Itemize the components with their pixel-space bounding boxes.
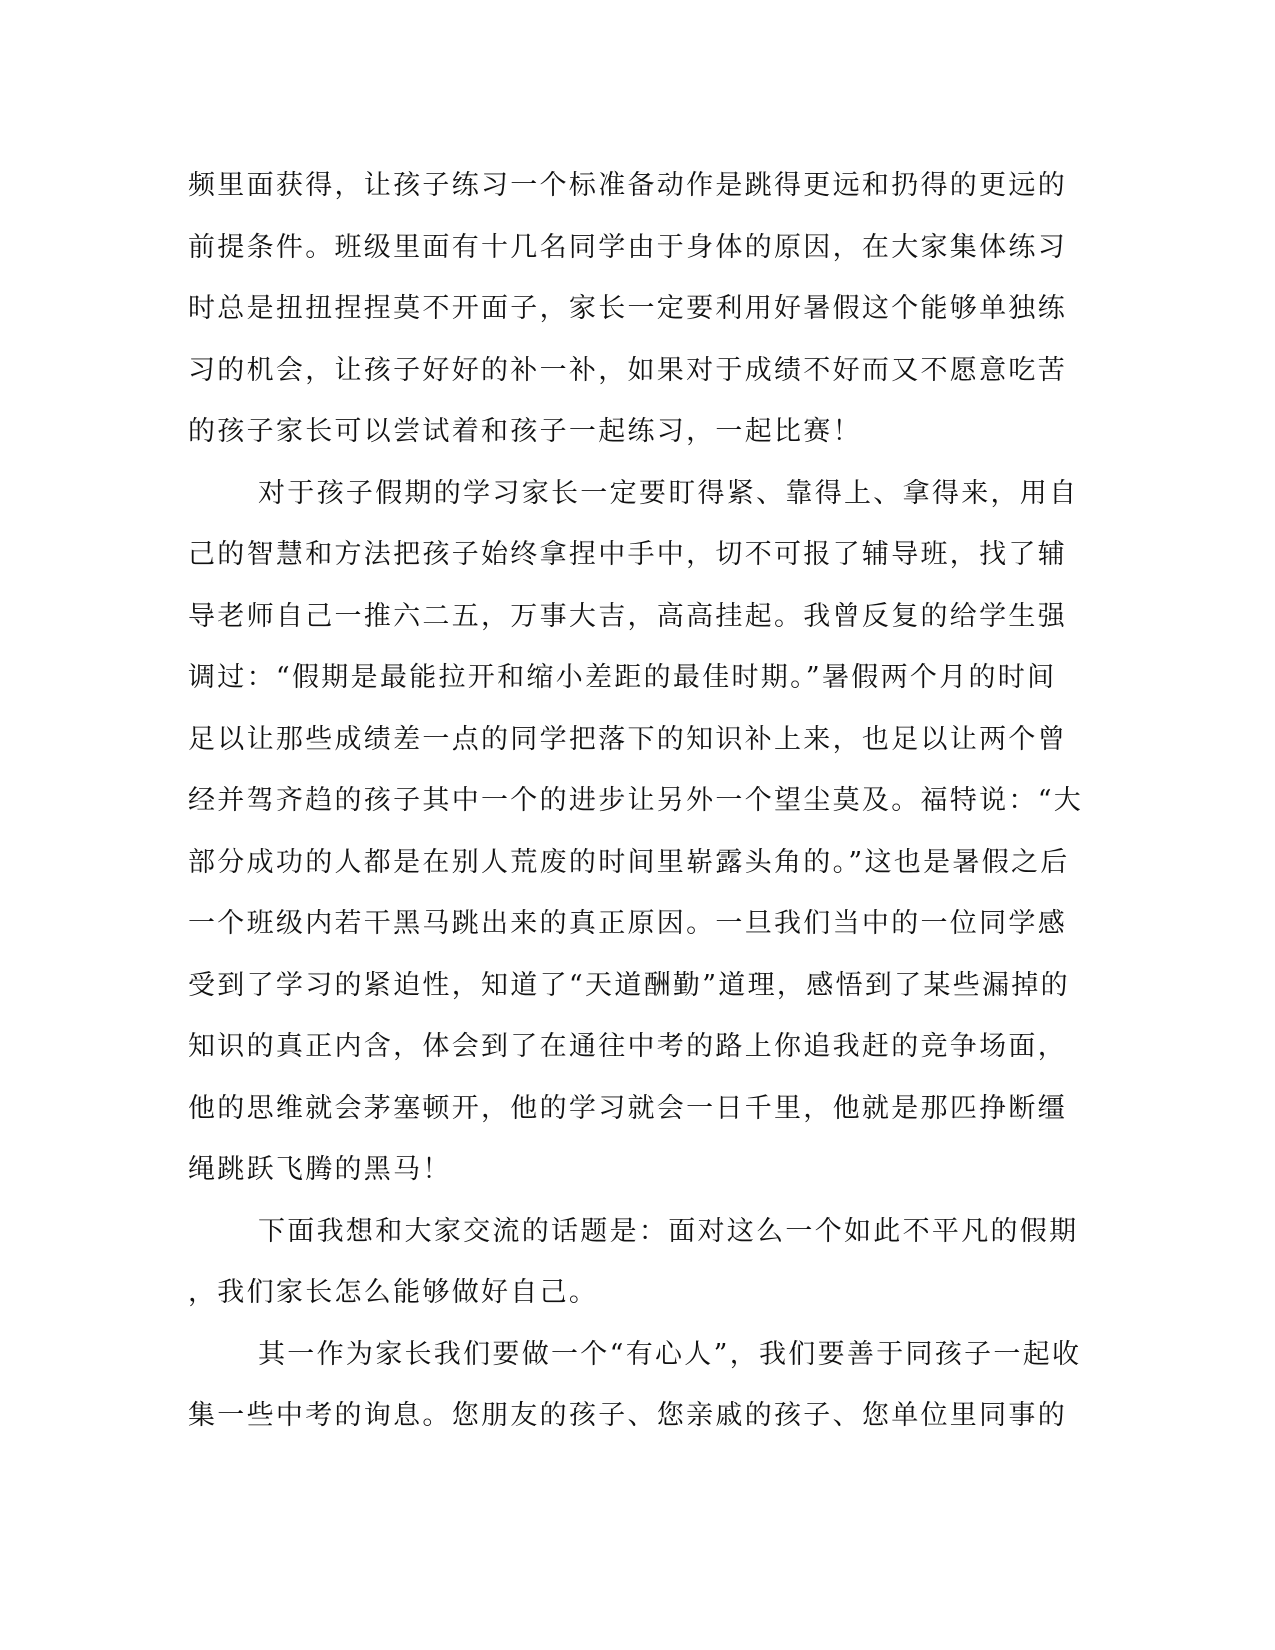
text-line: 下面我想和大家交流的话题是：面对这么一个如此不平凡的假期 xyxy=(258,1215,1079,1247)
text-line: 调过：“假期是最能拉开和缩小差距的最佳时期。”暑假两个月的时间 xyxy=(188,662,1057,693)
text-line: 的孩子家长可以尝试着和孩子一起练习，一起比赛！ xyxy=(188,416,862,447)
text-line: 其一作为家长我们要做一个“有心人”，我们要善于同孩子一起收 xyxy=(258,1338,1082,1370)
text-line: 绳跳跃飞腾的黑马！ xyxy=(188,1154,452,1185)
text-line: 频里面获得，让孩子练习一个标准备动作是跳得更远和扔得的更远的 xyxy=(188,170,1067,201)
text-line: 一个班级内若干黑马跳出来的真正原因。一旦我们当中的一位同学感 xyxy=(188,908,1067,939)
text-line: 经并驾齐趋的孩子其中一个的进步让另外一个望尘莫及。福特说：“大 xyxy=(188,785,1084,816)
text-line: 时总是扭扭捏捏莫不开面子，家长一定要利用好暑假这个能够单独练 xyxy=(188,293,1067,324)
text-line: 对于孩子假期的学习家长一定要盯得紧、靠得上、拿得来，用自 xyxy=(258,477,1079,509)
text-line: 集一些中考的询息。您朋友的孩子、您亲戚的孩子、您单位里同事的 xyxy=(188,1400,1067,1431)
text-line: 习的机会，让孩子好好的补一补，如果对于成绩不好而又不愿意吃苦 xyxy=(188,354,1067,386)
text-line: 己的智慧和方法把孩子始终拿捏中手中，切不可报了辅导班，找了辅 xyxy=(188,539,1067,570)
text-line: 前提条件。班级里面有十几名同学由于身体的原因，在大家集体练习 xyxy=(188,231,1067,263)
text-line: 足以让那些成绩差一点的同学把落下的知识补上来，也足以让两个曾 xyxy=(188,723,1067,755)
body-text xyxy=(188,155,1088,1447)
text-line: 部分成功的人都是在别人荒废的时间里崭露头角的。”这也是暑假之后 xyxy=(188,846,1070,878)
text-line: ，我们家长怎么能够做好自己。 xyxy=(188,1277,599,1308)
text-line: 他的思维就会茅塞顿开，他的学习就会一日千里，他就是那匹挣断缰 xyxy=(188,1092,1067,1124)
text-line: 知识的真正内含，体会到了在通往中考的路上你追我赶的竞争场面， xyxy=(188,1031,1067,1062)
text-line: 受到了学习的紧迫性，知道了“天道酬勤”道理，感悟到了某些漏掉的 xyxy=(188,969,1070,1001)
text-line: 导老师自己一推六二五，万事大吉，高高挂起。我曾反复的给学生强 xyxy=(188,600,1067,632)
